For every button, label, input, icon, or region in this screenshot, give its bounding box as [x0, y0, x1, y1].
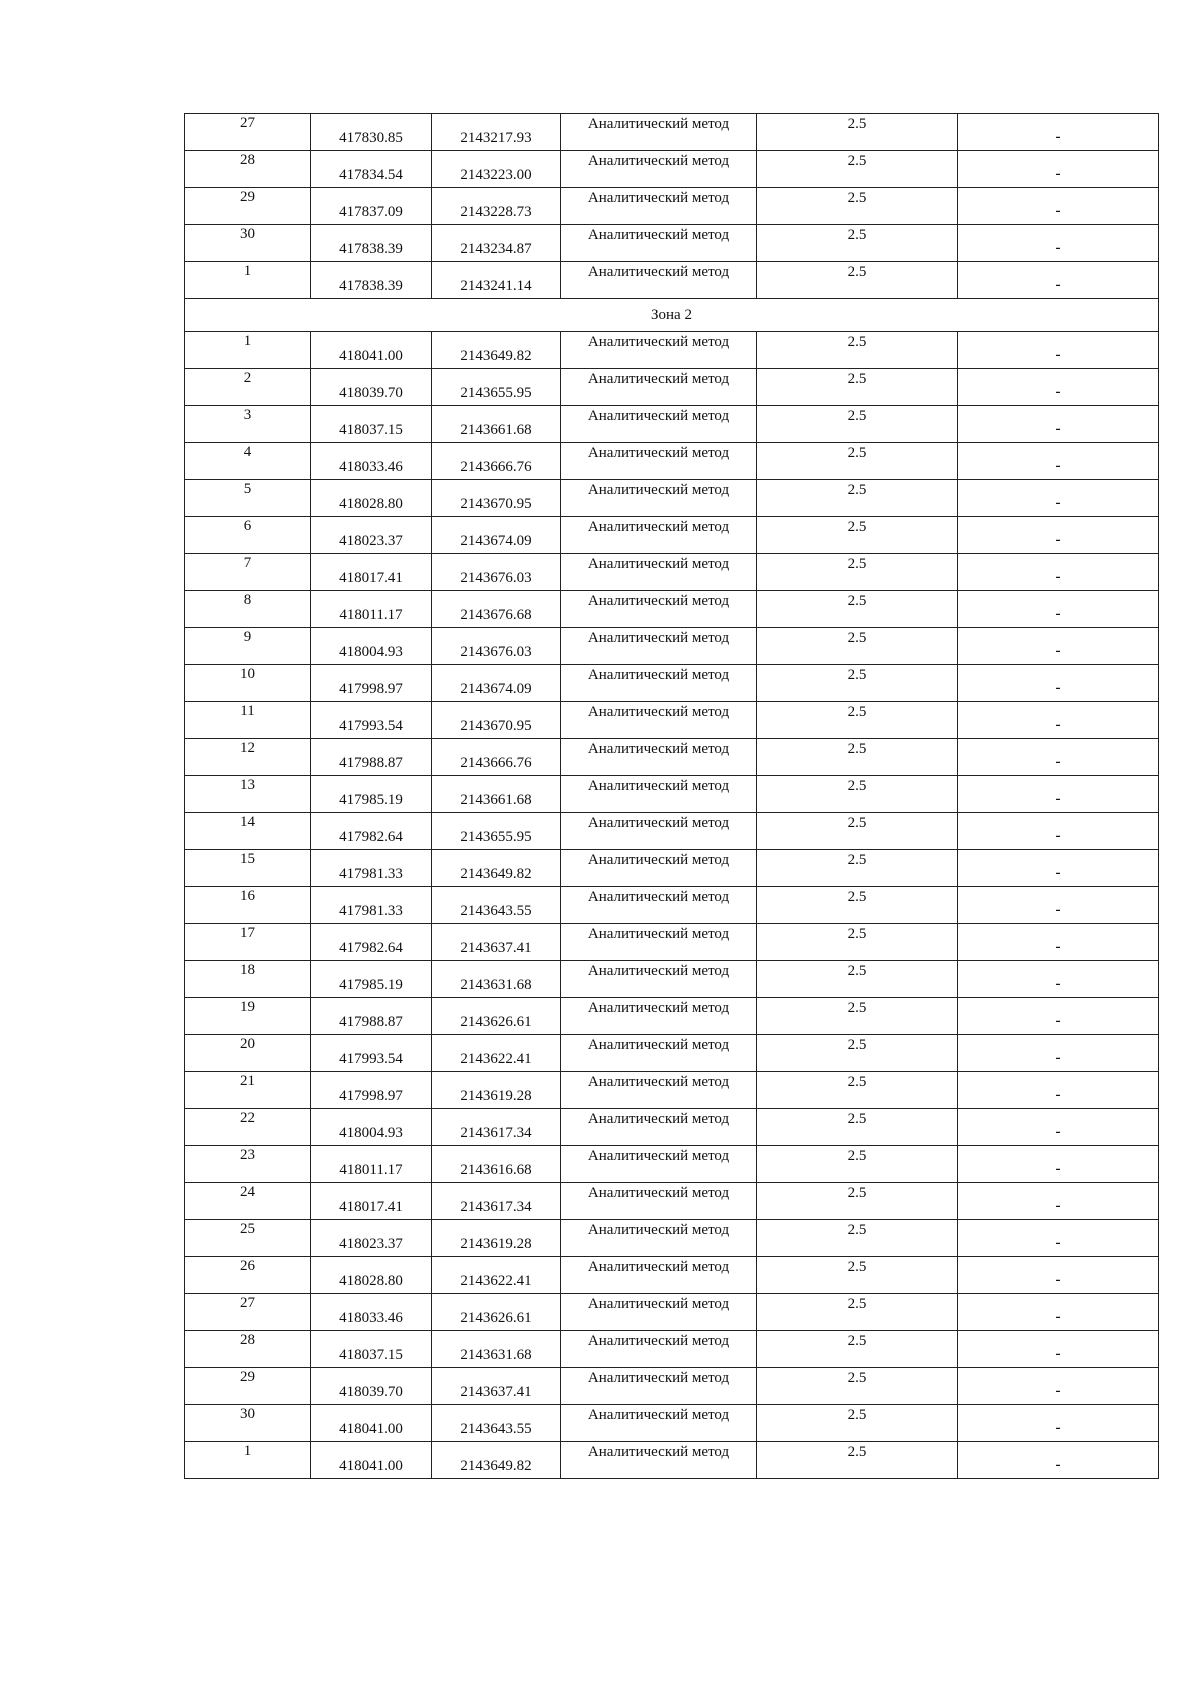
- point-number: 27: [185, 1294, 311, 1331]
- table-row: [185, 369, 1159, 406]
- y-coordinate: 2143666.76: [432, 739, 561, 776]
- note-cell: -: [958, 1109, 1159, 1146]
- method-cell: Аналитический метод: [561, 1183, 757, 1220]
- method-cell: Аналитический метод: [561, 480, 757, 517]
- method-cell: Аналитический метод: [561, 517, 757, 554]
- method-cell: Аналитический метод: [561, 1035, 757, 1072]
- x-coordinate: 418017.41: [311, 554, 432, 591]
- x-coordinate: 417993.54: [311, 1035, 432, 1072]
- table-row: [185, 1368, 1159, 1405]
- x-coordinate: 418033.46: [311, 443, 432, 480]
- table-row: [185, 924, 1159, 961]
- accuracy-cell: 2.5: [757, 151, 958, 188]
- point-number: 21: [185, 1072, 311, 1109]
- method-cell: Аналитический метод: [561, 998, 757, 1035]
- method-cell: Аналитический метод: [561, 1368, 757, 1405]
- x-coordinate: 418039.70: [311, 1368, 432, 1405]
- method-cell: Аналитический метод: [561, 924, 757, 961]
- method-cell: Аналитический метод: [561, 1257, 757, 1294]
- x-coordinate: 418041.00: [311, 332, 432, 369]
- x-coordinate: 418004.93: [311, 1109, 432, 1146]
- x-coordinate: 417982.64: [311, 924, 432, 961]
- table-row: [185, 961, 1159, 998]
- point-number: 7: [185, 554, 311, 591]
- point-number: 11: [185, 702, 311, 739]
- x-coordinate: 417837.09: [311, 188, 432, 225]
- y-coordinate: 2143655.95: [432, 369, 561, 406]
- note-cell: -: [958, 591, 1159, 628]
- x-coordinate: 417988.87: [311, 739, 432, 776]
- y-coordinate: 2143666.76: [432, 443, 561, 480]
- table-row: [185, 739, 1159, 776]
- point-number: 13: [185, 776, 311, 813]
- accuracy-cell: 2.5: [757, 1257, 958, 1294]
- y-coordinate: 2143676.68: [432, 591, 561, 628]
- accuracy-cell: 2.5: [757, 517, 958, 554]
- table-row: [185, 517, 1159, 554]
- note-cell: -: [958, 517, 1159, 554]
- table-row: [185, 850, 1159, 887]
- point-number: 5: [185, 480, 311, 517]
- y-coordinate: 2143616.68: [432, 1146, 561, 1183]
- method-cell: Аналитический метод: [561, 406, 757, 443]
- method-cell: Аналитический метод: [561, 554, 757, 591]
- method-cell: Аналитический метод: [561, 1405, 757, 1442]
- y-coordinate: 2143661.68: [432, 776, 561, 813]
- point-number: 15: [185, 850, 311, 887]
- x-coordinate: 417981.33: [311, 887, 432, 924]
- x-coordinate: 418037.15: [311, 406, 432, 443]
- table-row: [185, 1294, 1159, 1331]
- note-cell: -: [958, 188, 1159, 225]
- accuracy-cell: 2.5: [757, 1368, 958, 1405]
- accuracy-cell: 2.5: [757, 591, 958, 628]
- method-cell: Аналитический метод: [561, 665, 757, 702]
- table-row: [185, 1183, 1159, 1220]
- zone-header-row: [185, 299, 1159, 332]
- x-coordinate: 418039.70: [311, 369, 432, 406]
- note-cell: -: [958, 369, 1159, 406]
- accuracy-cell: 2.5: [757, 1072, 958, 1109]
- table-row: [185, 591, 1159, 628]
- note-cell: -: [958, 1183, 1159, 1220]
- y-coordinate: 2143643.55: [432, 887, 561, 924]
- y-coordinate: 2143655.95: [432, 813, 561, 850]
- point-number: 8: [185, 591, 311, 628]
- method-cell: Аналитический метод: [561, 1294, 757, 1331]
- accuracy-cell: 2.5: [757, 1405, 958, 1442]
- accuracy-cell: 2.5: [757, 998, 958, 1035]
- method-cell: Аналитический метод: [561, 850, 757, 887]
- point-number: 18: [185, 961, 311, 998]
- accuracy-cell: 2.5: [757, 776, 958, 813]
- y-coordinate: 2143674.09: [432, 665, 561, 702]
- accuracy-cell: 2.5: [757, 188, 958, 225]
- note-cell: -: [958, 739, 1159, 776]
- y-coordinate: 2143661.68: [432, 406, 561, 443]
- y-coordinate: 2143626.61: [432, 1294, 561, 1331]
- y-coordinate: 2143670.95: [432, 480, 561, 517]
- accuracy-cell: 2.5: [757, 1035, 958, 1072]
- note-cell: -: [958, 480, 1159, 517]
- table-row: [185, 1442, 1159, 1479]
- accuracy-cell: 2.5: [757, 887, 958, 924]
- zone-header-section: [185, 299, 1159, 332]
- note-cell: -: [958, 924, 1159, 961]
- x-coordinate: 417988.87: [311, 998, 432, 1035]
- y-coordinate: 2143670.95: [432, 702, 561, 739]
- table-row: [185, 1035, 1159, 1072]
- x-coordinate: 417993.54: [311, 702, 432, 739]
- y-coordinate: 2143217.93: [432, 114, 561, 151]
- method-cell: Аналитический метод: [561, 961, 757, 998]
- accuracy-cell: 2.5: [757, 1442, 958, 1479]
- y-coordinate: 2143649.82: [432, 1442, 561, 1479]
- table-row: [185, 225, 1159, 262]
- y-coordinate: 2143637.41: [432, 924, 561, 961]
- note-cell: -: [958, 665, 1159, 702]
- note-cell: -: [958, 628, 1159, 665]
- method-cell: Аналитический метод: [561, 151, 757, 188]
- accuracy-cell: 2.5: [757, 114, 958, 151]
- method-cell: Аналитический метод: [561, 702, 757, 739]
- y-coordinate: 2143631.68: [432, 961, 561, 998]
- table-row: [185, 188, 1159, 225]
- table-row: [185, 1109, 1159, 1146]
- y-coordinate: 2143241.14: [432, 262, 561, 299]
- accuracy-cell: 2.5: [757, 739, 958, 776]
- table-row: [185, 554, 1159, 591]
- method-cell: Аналитический метод: [561, 628, 757, 665]
- x-coordinate: 417830.85: [311, 114, 432, 151]
- y-coordinate: 2143622.41: [432, 1257, 561, 1294]
- note-cell: -: [958, 1072, 1159, 1109]
- point-number: 23: [185, 1146, 311, 1183]
- method-cell: Аналитический метод: [561, 225, 757, 262]
- x-coordinate: 417998.97: [311, 1072, 432, 1109]
- accuracy-cell: 2.5: [757, 1294, 958, 1331]
- x-coordinate: 418041.00: [311, 1405, 432, 1442]
- y-coordinate: 2143622.41: [432, 1035, 561, 1072]
- point-number: 6: [185, 517, 311, 554]
- accuracy-cell: 2.5: [757, 225, 958, 262]
- accuracy-cell: 2.5: [757, 813, 958, 850]
- table-row: [185, 1257, 1159, 1294]
- note-cell: -: [958, 776, 1159, 813]
- table-row: [185, 480, 1159, 517]
- method-cell: Аналитический метод: [561, 591, 757, 628]
- note-cell: -: [958, 702, 1159, 739]
- y-coordinate: 2143626.61: [432, 998, 561, 1035]
- x-coordinate: 417981.33: [311, 850, 432, 887]
- y-coordinate: 2143649.82: [432, 850, 561, 887]
- note-cell: -: [958, 1294, 1159, 1331]
- note-cell: -: [958, 114, 1159, 151]
- accuracy-cell: 2.5: [757, 262, 958, 299]
- accuracy-cell: 2.5: [757, 1331, 958, 1368]
- x-coordinate: 417838.39: [311, 225, 432, 262]
- note-cell: -: [958, 443, 1159, 480]
- table-row: [185, 443, 1159, 480]
- x-coordinate: 417985.19: [311, 776, 432, 813]
- note-cell: -: [958, 850, 1159, 887]
- method-cell: Аналитический метод: [561, 332, 757, 369]
- point-number: 1: [185, 262, 311, 299]
- note-cell: -: [958, 1368, 1159, 1405]
- y-coordinate: 2143619.28: [432, 1220, 561, 1257]
- zone-label: Зона 2: [185, 299, 1159, 332]
- method-cell: Аналитический метод: [561, 188, 757, 225]
- x-coordinate: 418017.41: [311, 1183, 432, 1220]
- x-coordinate: 418011.17: [311, 1146, 432, 1183]
- accuracy-cell: 2.5: [757, 924, 958, 961]
- method-cell: Аналитический метод: [561, 114, 757, 151]
- point-number: 1: [185, 1442, 311, 1479]
- point-number: 25: [185, 1220, 311, 1257]
- y-coordinate: 2143223.00: [432, 151, 561, 188]
- table-row: [185, 406, 1159, 443]
- y-coordinate: 2143674.09: [432, 517, 561, 554]
- method-cell: Аналитический метод: [561, 1220, 757, 1257]
- note-cell: -: [958, 1405, 1159, 1442]
- table-row: [185, 1220, 1159, 1257]
- x-coordinate: 417838.39: [311, 262, 432, 299]
- accuracy-cell: 2.5: [757, 628, 958, 665]
- x-coordinate: 418028.80: [311, 1257, 432, 1294]
- point-number: 19: [185, 998, 311, 1035]
- note-cell: -: [958, 887, 1159, 924]
- accuracy-cell: 2.5: [757, 406, 958, 443]
- table-row: [185, 1331, 1159, 1368]
- y-coordinate: 2143617.34: [432, 1109, 561, 1146]
- point-number: 27: [185, 114, 311, 151]
- point-number: 30: [185, 1405, 311, 1442]
- accuracy-cell: 2.5: [757, 369, 958, 406]
- note-cell: -: [958, 151, 1159, 188]
- table-row: [185, 887, 1159, 924]
- point-number: 9: [185, 628, 311, 665]
- note-cell: -: [958, 406, 1159, 443]
- note-cell: -: [958, 998, 1159, 1035]
- table-row: [185, 151, 1159, 188]
- point-number: 16: [185, 887, 311, 924]
- accuracy-cell: 2.5: [757, 702, 958, 739]
- note-cell: -: [958, 1442, 1159, 1479]
- table-row: [185, 1405, 1159, 1442]
- point-number: 29: [185, 1368, 311, 1405]
- note-cell: -: [958, 813, 1159, 850]
- point-number: 14: [185, 813, 311, 850]
- note-cell: -: [958, 262, 1159, 299]
- note-cell: -: [958, 1257, 1159, 1294]
- point-number: 1: [185, 332, 311, 369]
- method-cell: Аналитический метод: [561, 1442, 757, 1479]
- method-cell: Аналитический метод: [561, 739, 757, 776]
- note-cell: -: [958, 1035, 1159, 1072]
- table-row: [185, 776, 1159, 813]
- point-number: 22: [185, 1109, 311, 1146]
- note-cell: -: [958, 1146, 1159, 1183]
- point-number: 4: [185, 443, 311, 480]
- accuracy-cell: 2.5: [757, 665, 958, 702]
- point-number: 17: [185, 924, 311, 961]
- y-coordinate: 2143649.82: [432, 332, 561, 369]
- point-number: 3: [185, 406, 311, 443]
- y-coordinate: 2143228.73: [432, 188, 561, 225]
- table-row: [185, 1072, 1159, 1109]
- method-cell: Аналитический метод: [561, 443, 757, 480]
- x-coordinate: 417982.64: [311, 813, 432, 850]
- table-row: [185, 813, 1159, 850]
- table-row: [185, 1146, 1159, 1183]
- method-cell: Аналитический метод: [561, 1072, 757, 1109]
- accuracy-cell: 2.5: [757, 850, 958, 887]
- x-coordinate: 418023.37: [311, 1220, 432, 1257]
- note-cell: -: [958, 961, 1159, 998]
- y-coordinate: 2143643.55: [432, 1405, 561, 1442]
- y-coordinate: 2143619.28: [432, 1072, 561, 1109]
- method-cell: Аналитический метод: [561, 776, 757, 813]
- accuracy-cell: 2.5: [757, 332, 958, 369]
- table-row: [185, 262, 1159, 299]
- x-coordinate: 418011.17: [311, 591, 432, 628]
- zone-1-tail-rows: [185, 114, 1159, 299]
- point-number: 28: [185, 151, 311, 188]
- point-number: 29: [185, 188, 311, 225]
- point-number: 24: [185, 1183, 311, 1220]
- point-number: 10: [185, 665, 311, 702]
- method-cell: Аналитический метод: [561, 369, 757, 406]
- x-coordinate: 418033.46: [311, 1294, 432, 1331]
- coordinates-table: [184, 113, 1159, 1479]
- note-cell: -: [958, 225, 1159, 262]
- note-cell: -: [958, 554, 1159, 591]
- accuracy-cell: 2.5: [757, 1183, 958, 1220]
- method-cell: Аналитический метод: [561, 1146, 757, 1183]
- y-coordinate: 2143631.68: [432, 1331, 561, 1368]
- point-number: 2: [185, 369, 311, 406]
- x-coordinate: 418023.37: [311, 517, 432, 554]
- note-cell: -: [958, 1220, 1159, 1257]
- method-cell: Аналитический метод: [561, 887, 757, 924]
- accuracy-cell: 2.5: [757, 1146, 958, 1183]
- x-coordinate: 418037.15: [311, 1331, 432, 1368]
- point-number: 20: [185, 1035, 311, 1072]
- accuracy-cell: 2.5: [757, 554, 958, 591]
- x-coordinate: 418028.80: [311, 480, 432, 517]
- x-coordinate: 417985.19: [311, 961, 432, 998]
- method-cell: Аналитический метод: [561, 813, 757, 850]
- x-coordinate: 417998.97: [311, 665, 432, 702]
- method-cell: Аналитический метод: [561, 1109, 757, 1146]
- note-cell: -: [958, 1331, 1159, 1368]
- accuracy-cell: 2.5: [757, 1109, 958, 1146]
- point-number: 30: [185, 225, 311, 262]
- x-coordinate: 417834.54: [311, 151, 432, 188]
- accuracy-cell: 2.5: [757, 480, 958, 517]
- y-coordinate: 2143234.87: [432, 225, 561, 262]
- table-row: [185, 114, 1159, 151]
- zone-2-rows: [185, 332, 1159, 1479]
- table-row: [185, 998, 1159, 1035]
- y-coordinate: 2143676.03: [432, 554, 561, 591]
- table-row: [185, 702, 1159, 739]
- accuracy-cell: 2.5: [757, 443, 958, 480]
- point-number: 28: [185, 1331, 311, 1368]
- y-coordinate: 2143617.34: [432, 1183, 561, 1220]
- y-coordinate: 2143676.03: [432, 628, 561, 665]
- table-row: [185, 628, 1159, 665]
- x-coordinate: 418041.00: [311, 1442, 432, 1479]
- table-row: [185, 332, 1159, 369]
- point-number: 26: [185, 1257, 311, 1294]
- table-row: [185, 665, 1159, 702]
- note-cell: -: [958, 332, 1159, 369]
- method-cell: Аналитический метод: [561, 1331, 757, 1368]
- point-number: 12: [185, 739, 311, 776]
- x-coordinate: 418004.93: [311, 628, 432, 665]
- accuracy-cell: 2.5: [757, 1220, 958, 1257]
- accuracy-cell: 2.5: [757, 961, 958, 998]
- y-coordinate: 2143637.41: [432, 1368, 561, 1405]
- method-cell: Аналитический метод: [561, 262, 757, 299]
